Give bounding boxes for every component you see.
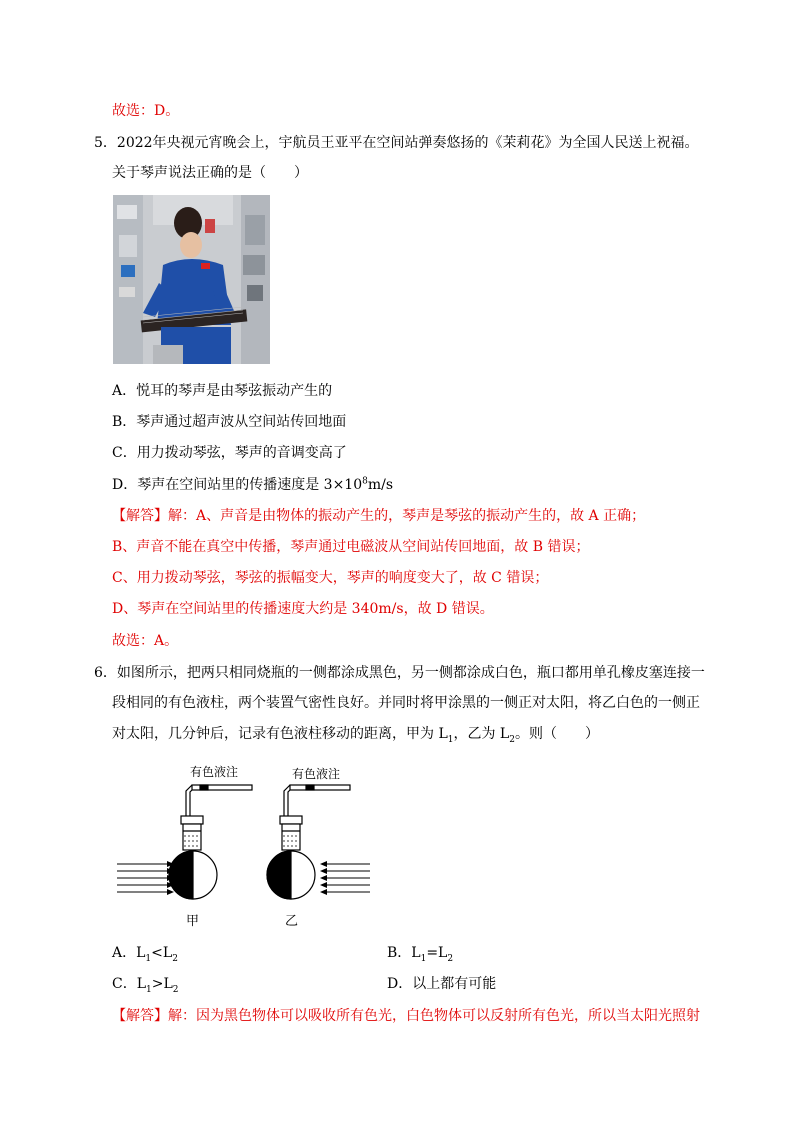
option-d-text: D．琴声在空间站里的传播速度是 3×10 bbox=[112, 477, 363, 493]
option-text: >L bbox=[151, 976, 173, 992]
question-5-stem bbox=[94, 133, 699, 153]
q6-option-c bbox=[112, 974, 179, 994]
flask-yi bbox=[267, 785, 350, 899]
question-number: 5． bbox=[94, 135, 117, 151]
option-text: A．L bbox=[112, 945, 146, 961]
q6-option-b bbox=[387, 943, 453, 963]
option-text: =L bbox=[426, 945, 448, 961]
stem-text: ，乙为 L bbox=[453, 726, 510, 742]
subscript: 2 bbox=[509, 734, 515, 745]
flask-experiment-figure bbox=[112, 758, 372, 933]
solution-text: 解：A、声音是由物体的振动产生的，琴声是琴弦的振动产生的，故 A 正确； bbox=[168, 508, 646, 524]
astronaut-guzheng-photo bbox=[113, 195, 270, 364]
solution-line-2: B、声音不能在真空中传播，琴声通过电磁波从空间站传回地面，故 B 错误； bbox=[112, 539, 590, 555]
solution-text: 解：因为黑色物体可以吸收所有色光，白色物体可以反射所有色光，所以当太阳光照射 bbox=[168, 1008, 700, 1024]
subscript: 1 bbox=[145, 953, 152, 964]
unit: m/s bbox=[367, 477, 394, 493]
option-b: B．琴声通过超声波从空间站传回地面 bbox=[112, 414, 347, 430]
subscript: 1 bbox=[420, 953, 427, 964]
question-5-answer: 故选：A。 bbox=[112, 633, 179, 649]
q6-option-a bbox=[112, 943, 178, 963]
stem-text: 。则（ ） bbox=[514, 726, 599, 742]
flask-jia bbox=[169, 785, 252, 899]
stem-text: 对太阳，几分钟后，记录有色液柱移动的距离，甲为 L bbox=[112, 726, 448, 742]
exponent: 8 bbox=[362, 476, 368, 487]
subscript: 2 bbox=[172, 984, 179, 995]
q6-option-d: D．以上都有可能 bbox=[387, 976, 497, 992]
flask-jia-label: 甲 bbox=[186, 914, 200, 929]
question-number: 6． bbox=[94, 665, 117, 681]
solution-line-1 bbox=[112, 506, 645, 526]
flask-yi-label: 乙 bbox=[285, 914, 299, 929]
question-text: 2022年央视元宵晚会上，宇航员王亚平在空间站弹奏悠扬的《茉莉花》为全国人民送上祝福。 bbox=[116, 135, 699, 151]
question-6-stem-line2: 段相同的有色液柱，两个装置气密性良好。并同时将甲涂黑的一侧正对太阳，将乙白色的一侧正 bbox=[112, 695, 700, 711]
subscript: 2 bbox=[172, 953, 178, 964]
subscript: 1 bbox=[447, 734, 454, 745]
previous-answer: 故选：D。 bbox=[112, 103, 180, 119]
liquid-column-label-right: 有色液注 bbox=[292, 767, 341, 781]
solution-line-4: D、琴声在空间站里的传播速度大约是 340m/s，故 D 错误。 bbox=[112, 601, 494, 617]
option-a: A．悦耳的琴声是由琴弦振动产生的 bbox=[112, 383, 333, 399]
option-d bbox=[112, 475, 393, 495]
question-text: 如图所示，把两只相同烧瓶的一侧都涂成黑色，另一侧都涂成白色，瓶口都用单孔橡皮塞连接一 bbox=[116, 665, 705, 681]
option-text: B．L bbox=[387, 945, 421, 961]
option-text: <L bbox=[151, 945, 173, 961]
solution-line-3: C、用力拨动琴弦，琴弦的振幅变大，琴声的响度变大了，故 C 错误； bbox=[112, 570, 549, 586]
solution-tag: 【解答】 bbox=[112, 508, 168, 524]
q6-solution-line-1 bbox=[112, 1006, 700, 1026]
solution-tag: 【解答】 bbox=[112, 1008, 168, 1024]
subscript: 2 bbox=[447, 953, 454, 964]
liquid-column-label-left: 有色液注 bbox=[190, 765, 239, 779]
question-6-stem bbox=[94, 663, 705, 683]
option-c: C．用力拨动琴弦，琴声的音调变高了 bbox=[112, 445, 347, 461]
question-6-stem-line3 bbox=[112, 724, 599, 744]
subscript: 1 bbox=[146, 984, 152, 995]
option-text: C．L bbox=[112, 976, 147, 992]
question-5-stem-line2: 关于琴声说法正确的是（ ） bbox=[112, 165, 308, 181]
